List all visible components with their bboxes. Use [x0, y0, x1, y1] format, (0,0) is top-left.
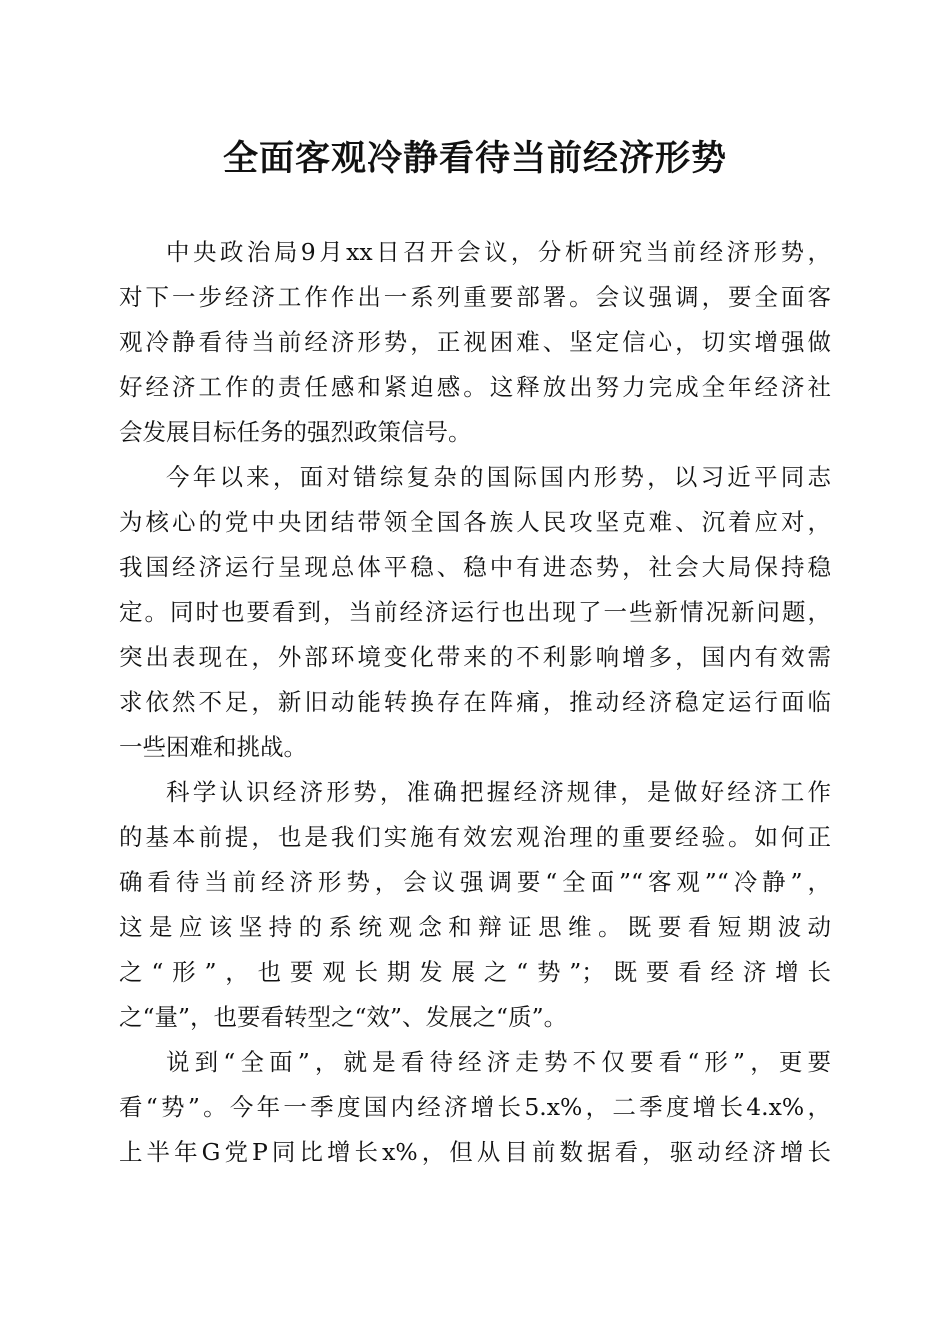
paragraph-2-line-2: 为核心的党中央团结带领全国各族人民攻坚克难、沉着应对，: [119, 508, 831, 536]
paragraph-3-line-6: 之“量”，也要看转型之“效”、发展之“质”。: [119, 1003, 568, 1031]
document-body: [119, 230, 831, 1175]
paragraph-1-line-5: 会发展目标任务的强烈政策信号。: [119, 418, 472, 446]
paragraph-3-line-3: 确看待当前经济形势，会议强调要“全面”“客观”“冷静”，: [119, 868, 831, 896]
paragraph-2-line-1: 今年以来，面对错综复杂的国际国内形势，以习近平同志: [166, 463, 831, 491]
paragraph-2-line-6: 求依然不足，新旧动能转换存在阵痛，推动经济稳定运行面临: [119, 688, 831, 716]
paragraph-3-line-2: 的基本前提，也是我们实施有效宏观治理的重要经验。如何正: [119, 823, 831, 851]
paragraph-1-line-3: 观冷静看待当前经济形势，正视困难、坚定信心，切实增强做: [119, 328, 831, 356]
paragraph-2-line-4: 定。同时也要看到，当前经济运行也出现了一些新情况新问题，: [119, 598, 831, 626]
paragraph-1-line-1: 中央政治局9月xx日召开会议，分析研究当前经济形势，: [166, 238, 831, 266]
paragraph-2-line-5: 突出表现在，外部环境变化带来的不利影响增多，国内有效需: [119, 643, 831, 671]
paragraph-3-line-1: 科学认识经济形势，准确把握经济规律，是做好经济工作: [166, 778, 831, 806]
document-title: 全面客观冷静看待当前经济形势: [222, 138, 727, 179]
paragraph-2-line-3: 我国经济运行呈现总体平稳、稳中有进态势，社会大局保持稳: [119, 553, 831, 581]
paragraph-1-line-2: 对下一步经济工作作出一系列重要部署。会议强调，要全面客: [119, 283, 831, 311]
paragraph-1-line-4: 好经济工作的责任感和紧迫感。这释放出努力完成全年经济社: [119, 373, 831, 401]
paragraph-3-line-5: 之“形”，也要观长期发展之“势”；既要看经济增长: [119, 958, 831, 986]
paragraph-3-line-4: 这是应该坚持的系统观念和辩证思维。既要看短期波动: [119, 913, 831, 941]
paragraph-2-line-7: 一些困难和挑战。: [119, 733, 307, 761]
paragraph-4-line-2: 看“势”。今年一季度国内经济增长5.x%，二季度增长4.x%，: [119, 1093, 831, 1121]
paragraph-4-line-1: 说到“全面”，就是看待经济走势不仅要看“形”，更要: [166, 1048, 831, 1076]
paragraph-4-line-3: 上半年G党P同比增长x%，但从目前数据看，驱动经济增长: [119, 1138, 831, 1166]
